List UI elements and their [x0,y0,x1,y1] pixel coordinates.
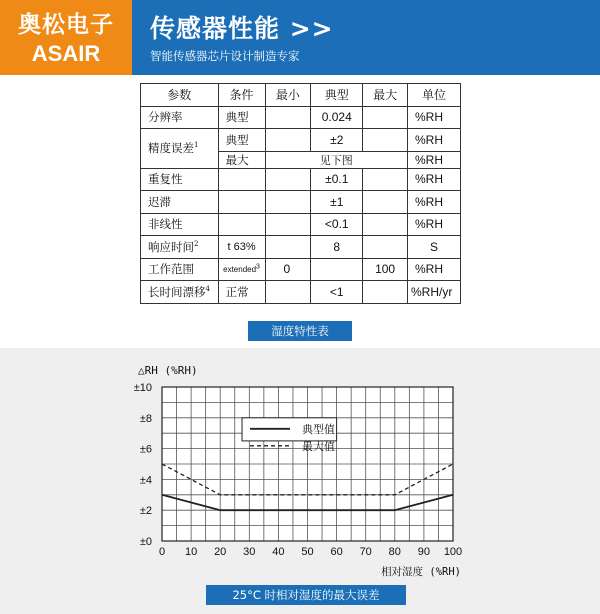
footnote-mark: 3 [256,263,260,271]
x-tick-label: 20 [214,546,227,558]
section-title: 传感器性能 >> [150,14,334,43]
condition-text: extended [223,264,257,274]
typ-cell: ±0.1 [311,168,363,191]
typ-cell [311,258,363,281]
typ-cell: 8 [311,236,363,259]
min-cell: 0 [265,258,311,281]
condition-cell: 典型 [218,129,265,152]
section-subtitle: 智能传感器芯片设计制造专家 [150,49,300,63]
max-cell [363,106,408,129]
x-tick-label: 90 [417,546,431,558]
param-text: 精度误差 [148,141,194,156]
max-cell [363,168,408,191]
param-cell [141,281,219,304]
max-cell [363,129,408,152]
x-tick-label: 0 [158,546,166,558]
table-row [141,106,461,129]
max-cell [363,213,408,236]
brand-name-en: ASAIR [31,41,101,66]
header-param: 参数 [141,84,219,107]
condition-cell [218,213,265,236]
typ-cell-merged: 见下图 [265,151,408,168]
typ-cell: <0.1 [311,213,363,236]
condition-cell [218,258,265,281]
x-axis-label: 相对湿度 (%RH) [381,566,461,578]
typ-cell: 0.024 [311,106,363,129]
param-cell: 迟滞 [141,191,219,214]
typ-cell: <1 [311,281,363,304]
param-cell: 工作范围 [141,258,219,281]
header-min: 最小 [265,84,311,107]
param-cell: 分辨率 [141,106,219,129]
x-tick-label: 70 [359,546,372,558]
y-tick-label: ±6 [139,443,152,456]
typ-cell: ±2 [311,129,363,152]
y-tick-label: ±4 [139,474,152,487]
unit-cell: %RH [408,106,461,129]
condition-cell [218,191,265,214]
min-cell [265,281,311,304]
x-tick-label: 40 [272,546,285,558]
header-max: 最大 [363,84,408,107]
min-cell [265,191,311,214]
y-tick-label: ±10 [133,382,152,394]
footnote-mark: 4 [205,284,210,293]
unit-cell: %RH [408,258,461,281]
humidity-error-chart [0,348,600,614]
table-caption: 湿度特性表 [248,321,352,341]
unit-cell: %RH [408,191,461,214]
min-cell [265,129,311,152]
unit-cell: S [408,236,461,259]
max-cell: 100 [363,258,408,281]
min-cell [265,106,311,129]
table-row [141,281,461,304]
condition-cell [218,168,265,191]
x-tick-label: 60 [330,546,343,558]
min-cell [265,213,311,236]
table-header-row [141,84,461,107]
max-cell [363,236,408,259]
legend-label: 最大值 [302,439,336,453]
unit-cell: %RH [408,151,461,168]
table-row [141,213,461,236]
footnote-mark: 2 [194,239,199,248]
condition-cell: 最大 [218,151,265,168]
unit-cell: %RH [408,213,461,236]
footnote-mark: 1 [194,141,199,150]
min-cell [265,168,311,191]
table-row [141,168,461,191]
param-cell [141,236,219,259]
header-typ: 典型 [311,84,363,107]
min-cell [265,236,311,259]
x-tick-label: 30 [243,546,256,558]
max-cell [363,191,408,214]
legend-label: 典型值 [302,422,336,436]
header-condition: 条件 [218,84,265,107]
humidity-spec-table [140,83,461,304]
param-text: 响应时间 [148,239,194,254]
max-cell [363,281,408,304]
x-tick-label: 10 [184,546,198,558]
y-axis-label: △RH (%RH) [138,364,198,377]
param-text: 长时间漂移 [148,284,206,299]
unit-cell: %RH [408,129,461,152]
condition-cell: 正常 [218,281,265,304]
param-cell: 重复性 [141,168,219,191]
condition-cell: 典型 [218,106,265,129]
table-row [141,258,461,281]
x-tick-label: 80 [388,546,401,558]
condition-cell: t 63% [218,236,265,259]
table-row [141,191,461,214]
brand-logo [0,0,132,75]
unit-cell: %RH [408,168,461,191]
brand-name-cn: 奥松电子 [18,12,114,38]
header-unit: 单位 [408,84,461,107]
x-tick-label: 100 [443,546,463,558]
unit-cell: %RH/yr [408,281,461,304]
typ-cell: ±1 [311,191,363,214]
y-tick-label: ±0 [139,536,152,548]
table-row [141,129,461,152]
y-tick-label: ±8 [139,412,152,425]
y-tick-label: ±2 [139,505,152,518]
table-row [141,236,461,259]
x-tick-label: 50 [301,546,314,558]
humidity-spec-section [0,75,600,348]
page-header [0,0,600,75]
chart-grid [162,387,453,541]
param-cell [141,129,219,169]
chart-caption: 25°C 时相对湿度的最大误差 [206,585,406,605]
param-cell: 非线性 [141,213,219,236]
